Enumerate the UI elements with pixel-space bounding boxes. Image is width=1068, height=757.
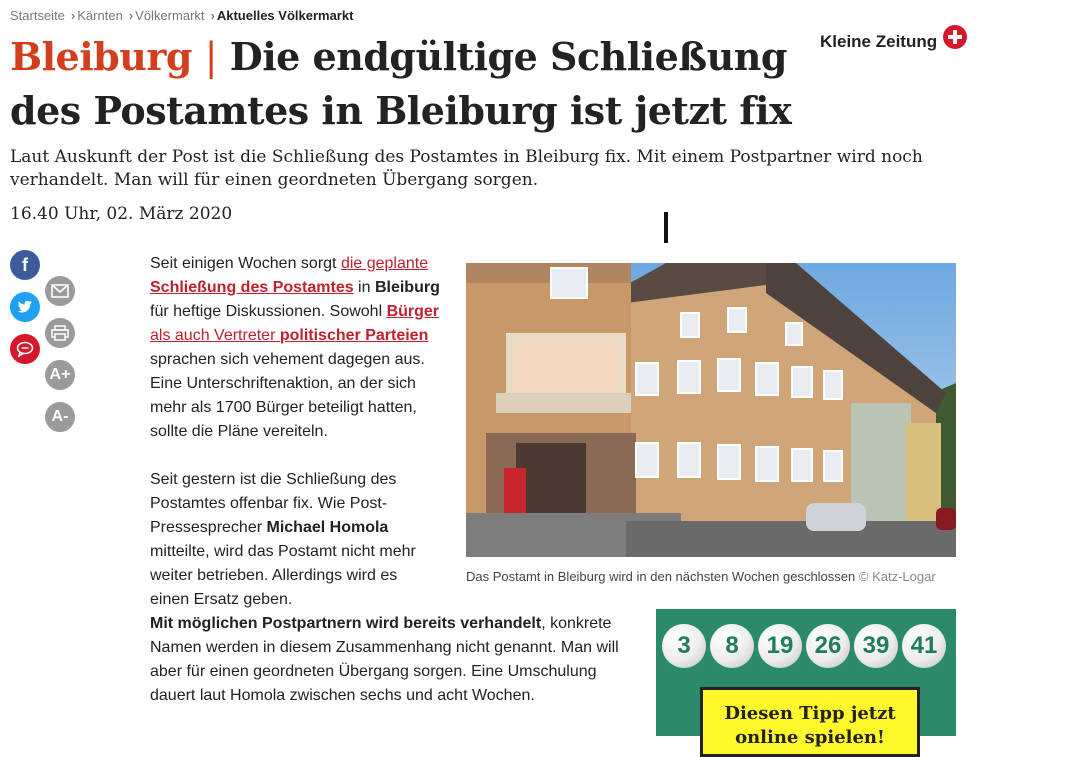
font-increase-button[interactable] [45,360,75,390]
article-headline [10,30,830,138]
article-paragraph-1 [150,252,450,444]
lotto-play-button[interactable] [700,687,920,757]
paragraph-text: Seit einigen Wochen sorgt [150,255,341,272]
font-decrease-icon: A- [51,408,69,425]
brand-name: Kleine Zeitung [820,32,938,51]
headline-separator: | [204,35,218,79]
article-lead: Laut Auskunft der Post ist die Schließung des Postamtes in Bleiburg fix. Mit einem Postpartner wird noch verhandelt. Man will für einen geordneten Übergang sorgen. [10,147,923,190]
breadcrumb-separator: › [70,8,76,23]
brand-cross-icon [943,25,967,49]
link-text-bold: politischer Parteien [279,327,429,344]
paragraph-text: Seit gestern ist die Schließung des Postamtes offenbar fix. Wie Post-Pressesprecher [150,471,397,536]
mail-icon [51,284,69,298]
breadcrumb-separator: › [128,8,134,23]
email-share-button[interactable] [45,276,75,306]
breadcrumb-item-voelkermarkt[interactable]: Völkermarkt [135,8,205,23]
photo-caption [466,569,936,584]
font-increase-icon: A+ [49,366,71,383]
paragraph-bold-text: Bleiburg [374,279,440,296]
print-button[interactable] [45,318,75,348]
font-decrease-button[interactable] [45,402,75,432]
brand-logo[interactable] [820,22,967,52]
paragraph-text: mitteilte, wird das Postamt nicht mehr weiter betrieben. Allerdings wird es einen Ersatz geben. [150,543,416,608]
link-text: die geplante [340,255,429,272]
breadcrumb [10,8,353,23]
photo-credit: © Katz-Logar [858,569,936,584]
breadcrumb-item-current[interactable]: Aktuelles Völkermarkt [216,8,354,23]
lotto-cta-text: Diesen Tipp jetzt online spielen! [724,703,896,748]
twitter-share-button[interactable] [10,292,40,322]
link-text-bold: Schließung des Postamtes [150,279,354,296]
paragraph-text: in [353,279,375,296]
lotto-ball: 41 [902,624,946,668]
paragraph-bold-text: Michael Homola [266,519,389,536]
facebook-share-button[interactable] [10,250,40,280]
paragraph-text: , konkrete Namen werden in diesem Zusammenhang nicht genannt. Man will aber für einen geordneten Übergang sorgen. Eine Umschulung dauert laut Homola zwischen sechs und acht Wochen. [150,615,619,704]
paragraph-text: für heftige Diskussionen. Sowohl [150,303,387,320]
article-date: 16.40 Uhr, 02. März 2020 [10,204,233,224]
printer-icon [51,325,69,341]
lotto-ball: 19 [758,624,802,668]
link-text: als auch Vertreter [150,327,280,344]
paragraph-text: sprachen sich vehement dagegen aus. Eine Unterschriftenaktion, an der sich mehr als 1700 Bürger beteiligt hatten, sollte die Pläne vereiteln. [150,351,425,440]
caption-text: Das Postamt in Bleiburg wird in den nächsten Wochen geschlossen [466,569,856,584]
lotto-ball: 39 [854,624,898,668]
lotto-ball: 3 [662,624,706,668]
article-photo[interactable] [466,263,956,557]
lotto-ad[interactable] [656,609,956,748]
comment-bubble-icon [16,341,34,357]
paragraph-narrow-block [150,468,440,612]
paragraph-bold-text: Mit möglichen Postpartnern wird bereits verhandelt [150,615,542,632]
lotto-ball: 8 [710,624,754,668]
facebook-icon: f [22,254,28,275]
breadcrumb-item-startseite[interactable]: Startseite [10,8,65,23]
breadcrumb-item-kaernten[interactable]: Kärnten [77,8,123,23]
headline-text: Die endgültige Schließung des Postamtes in Bleiburg ist jetzt fix [10,34,792,133]
breadcrumb-separator: › [210,8,215,23]
lotto-ball: 26 [806,624,850,668]
post-office-building-illustration [466,263,956,557]
link-text-bold: Bürger [386,303,440,320]
twitter-icon [17,300,33,314]
text-cursor [664,212,668,243]
headline-kicker: Bleiburg [10,34,192,79]
comments-button[interactable] [10,334,40,364]
